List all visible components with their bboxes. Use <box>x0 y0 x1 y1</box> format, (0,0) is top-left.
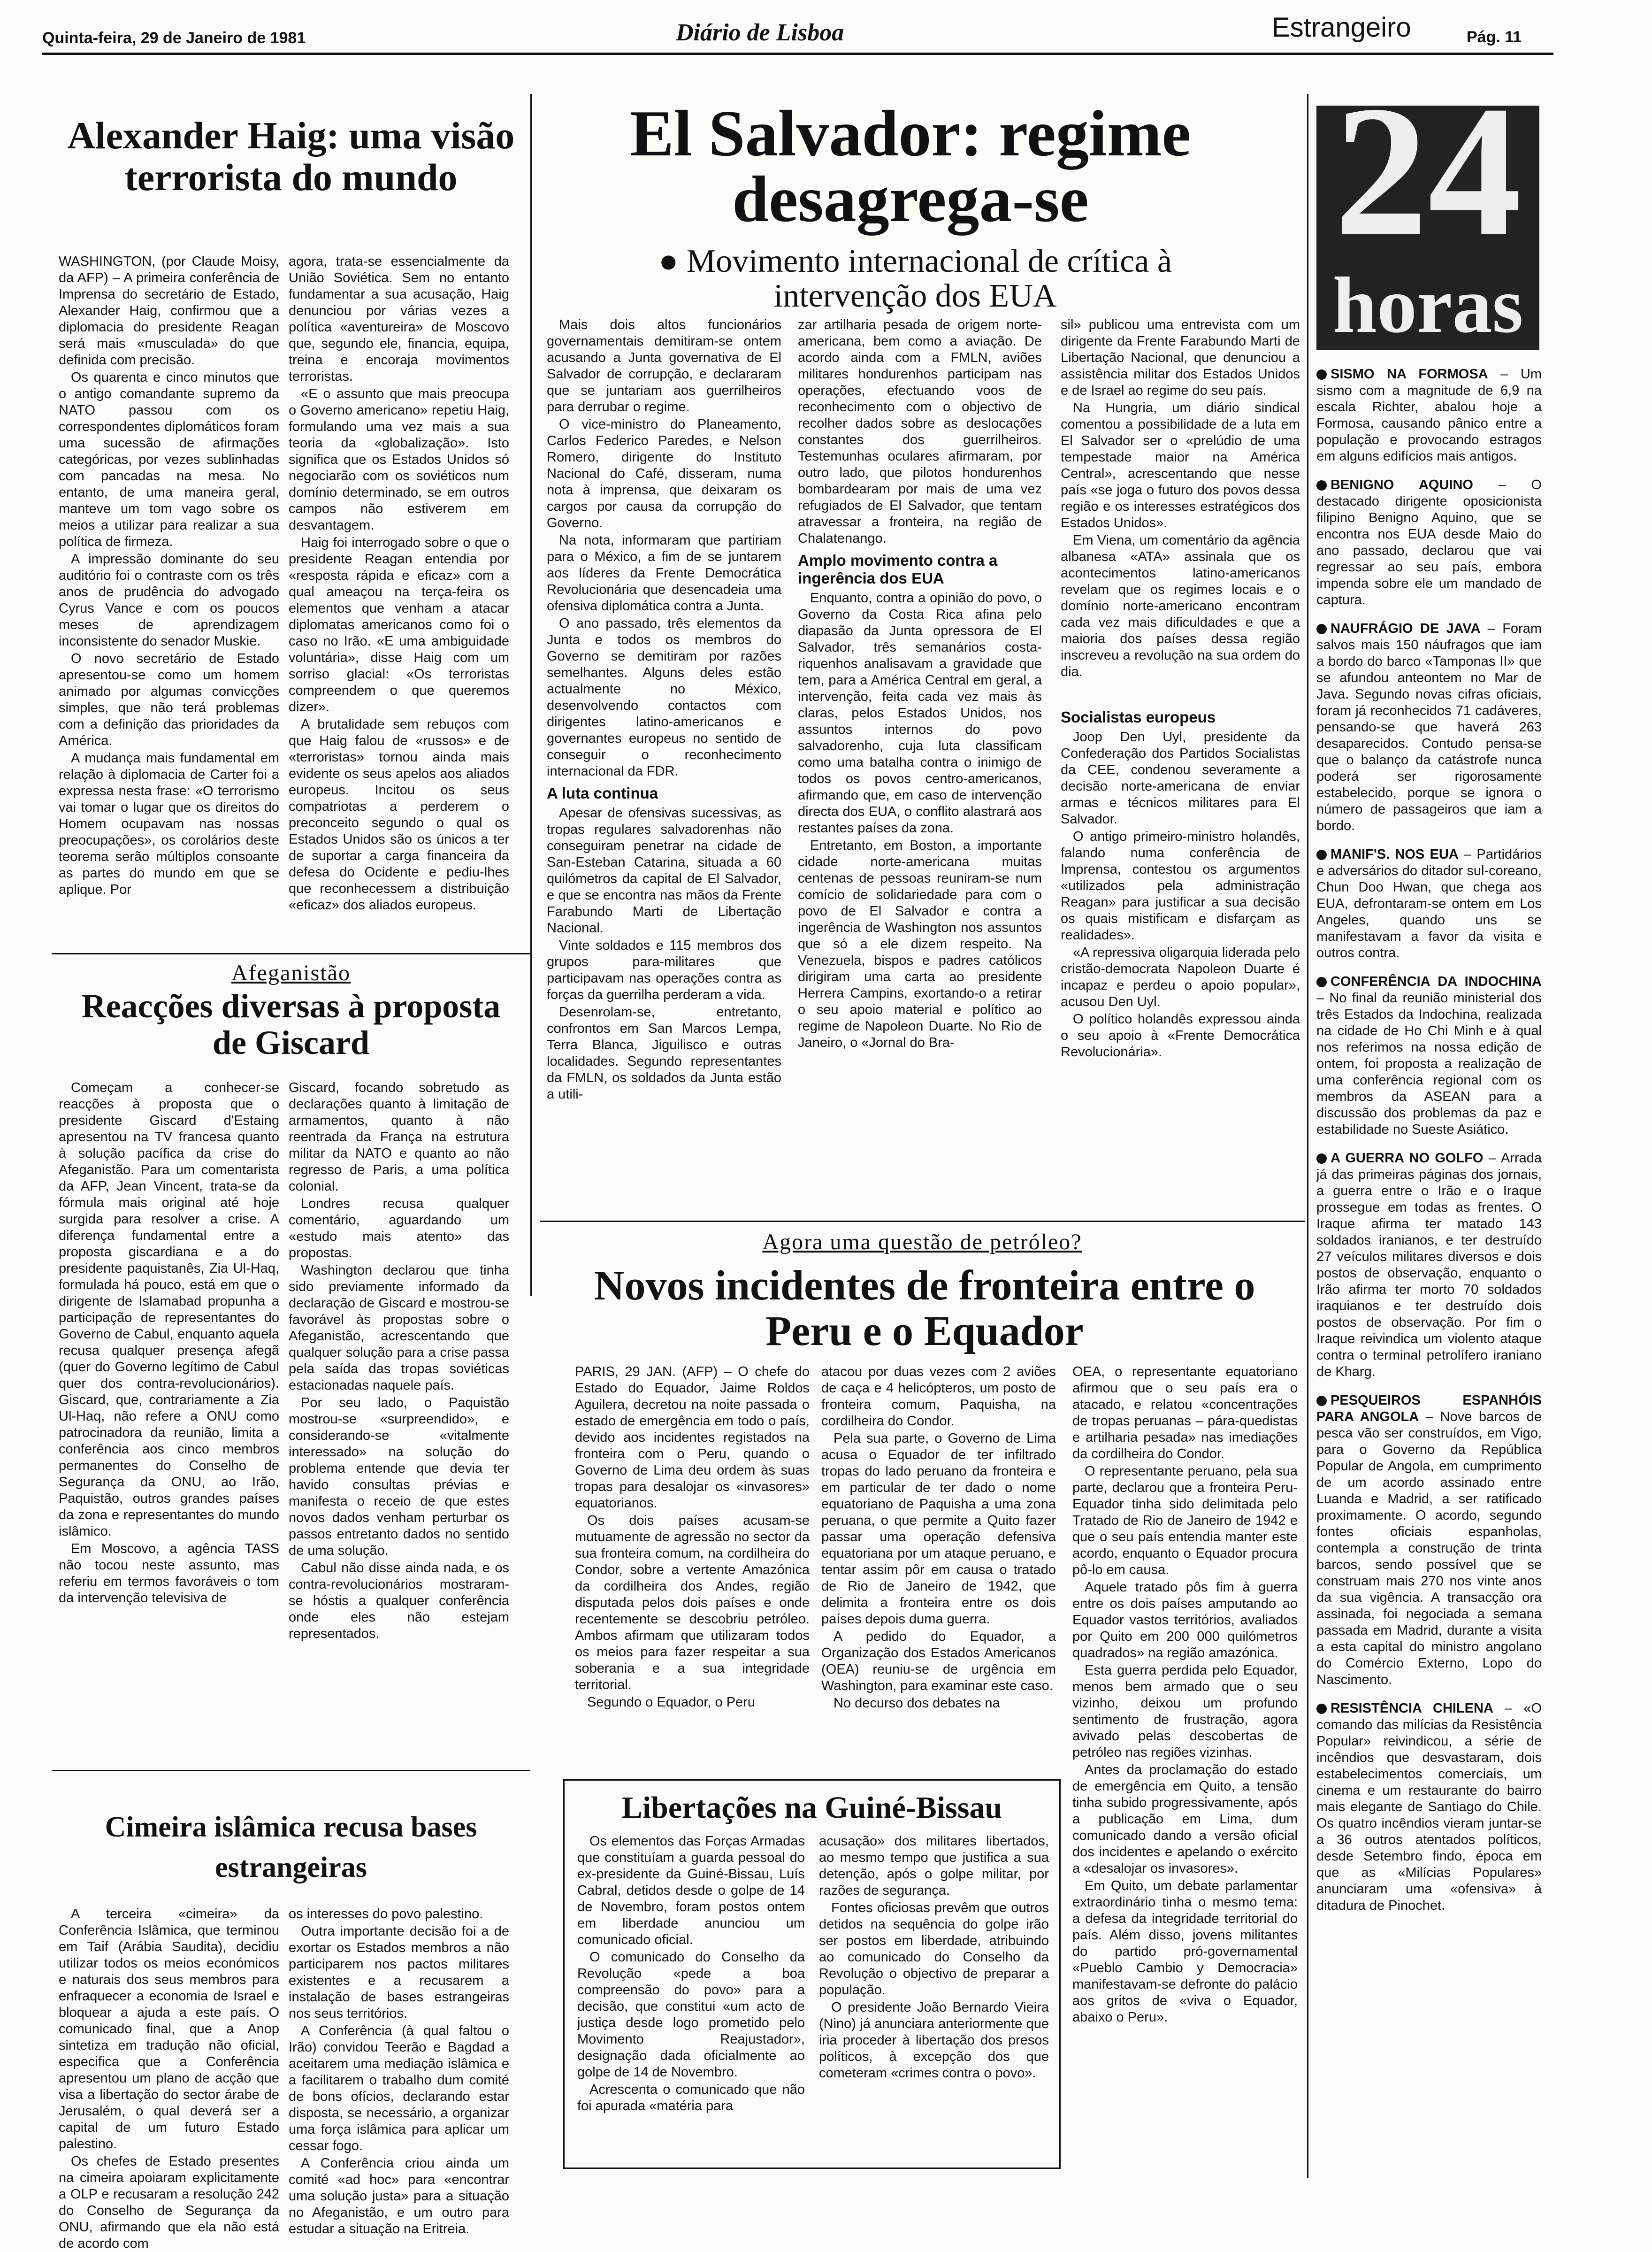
paragraph: O novo secretário de Estado apresentou-se como um homem animado por algumas convicções simples, que não terá problemas com a definição das prioridades da América. <box>59 651 279 748</box>
paragraph: Os elementos das Forças Armadas que constituíam a guarda pessoal do ex-presidente da Guiné-Bissau, Luís Cabral, detidos desde o golpe de 14 de Novembro, foram postos ontem em liberdade anunciou um comunicado oficial. <box>577 1834 805 1947</box>
afeg-tag: Afeganistão <box>231 961 351 985</box>
paragraph: zar artilharia pesada de origem norte-americana, bem como a aviação. De acordo ainda com a FMLN, aviões militares hondurenhos participam nas operações, efectuando voos de reconhecimento com o objectivo de recolher dados sobre as deslocações constantes dos guerrilheiros. Testemunhas oculares afirmaram, por outro lado, que pilotos hondurenhos bombardearam por mais de uma vez refugiados de El Salvador, que tentam atravessar a fronteira, na região de Chalatenango. <box>798 317 1042 546</box>
paragraph: os interesses do povo palestino. <box>289 1906 483 1922</box>
paragraph: «E o assunto que mais preocupa o Governo americano» repetiu Haig, formulando uma vez mais a sua teoria da «globalização». Isto significa que os Estados Unidos só negociarão com os soviéticos num domínio determinado, se em outros campos não estiverem em desvantagem. <box>289 386 509 533</box>
bullet-icon <box>1316 369 1327 380</box>
cimeira-column-1 <box>59 1906 279 2251</box>
paragraph: A impressão dominante do seu auditório foi o contraste com os três anos de prudência do advogado Cyrus Vance e com os poucos meses de aprendizagem inconsistente do senador Muskie. <box>59 552 279 649</box>
guine-title: Libertações na Guiné-Bissau <box>621 1791 1002 1825</box>
column-divider <box>1307 94 1308 2178</box>
paragraph: Aquele tratado pôs fim à guerra entre os dois países amputando ao Equador vastos territórios, avaliados por Quito em 200 000 quilómetros quadrados» na região amazónica. <box>1072 1580 1298 1660</box>
paragraph: A brutalidade sem rebuços com que Haig falou de «russos» e de «terroristas» tornou ainda mais evidente os seus apelos aos aliados europeus. Incitou os seus compatriotas a perderem o preconceito segundo o qual os Estados Unidos são os únicos a ter de suportar a carga financeira da defesa do Ocidente e pediu-lhes que reconhecessem a distribuição «eficaz» dos aliados europeus. <box>289 717 509 913</box>
paragraph: Acrescenta o comunicado que não foi apurada «matéria para <box>577 2082 805 2114</box>
paragraph: Haig foi interrogado sobre o que o presidente Reagan entendia por «resposta rápida e eficaz» com a qual ameaçou na terça-feira os elementos que venham a atacar diplomatas americanos como foi o caso no Irão. «E uma ambiguidade voluntária», disse Haig com um sorriso glacial: «Os terroristas compreendem o que queremos dizer». <box>289 535 509 715</box>
haig-title: Alexander Haig: uma visão terrorista do mundo <box>67 114 515 199</box>
guine-column-2 <box>819 1833 1049 2162</box>
bullet-icon <box>1316 1396 1327 1406</box>
paragraph: O presidente João Bernardo Vieira (Nino) já anunciara anteriormente que iria proceder à libertação dos presos políticos, à excepção dos que cometeram «crimes contra o povo». <box>819 2000 1049 2081</box>
section-name: Estrangeiro <box>1272 12 1411 43</box>
haig-column-1 <box>59 254 279 944</box>
cimeira-title: Cimeira islâmica recusa bases estrangeiras <box>105 1811 477 1883</box>
paragraph: Os dois países acusam-se mutuamente de agressão no sector da sua fronteira comum, na cordilheira do Condor, sobre a vertente Amazónica da cordilheira dos Andes, região disputada pelos dois países e onde recentemente se descobriu petróleo. Ambos afirmam que utilizaram todos os meios para fazer respeitar a sua soberania e a sua integridade territorial. <box>575 1513 810 1692</box>
paragraph: Enquanto, contra a opinião do povo, o Governo da Costa Rica afina pelo diapasão da Junta opressora de El Salvador, três semanários costa-riquenhos analisavam a gravidade que tem, para a América Central em geral, a intervenção, feita cada vez mais às claras, pelos Estados Unidos, nos assuntos internos do povo salvadorenho, cuja luta classificam como uma batalha contra o inimigo de todos os povos centro-americanos, afirmando que, em caso de intervenção directa dos EUA, o conflito alastrará aos restantes países da zona. <box>798 591 1042 836</box>
afeg-column-1 <box>59 1080 279 1760</box>
paragraph: Em Viena, um comentário da agência albanesa «ATA» assinala que os acontecimentos latino-americanos revelam que os regimes locais e o domínio norte-americano encontram cada vez mais dificuldades e que a maioria dos países dessa região inscreveu a revolução na sua ordem do dia. <box>1061 533 1300 679</box>
bullet-icon <box>1316 850 1327 860</box>
paragraph: Na nota, informaram que partiriam para o México, a fim de se juntarem aos líderes da Frente Democrática Revolucionária que desencadeia uma ofensiva diplomática contra a Junta. <box>547 533 781 614</box>
salvador-column-2 <box>798 317 1042 1218</box>
paragraph: WASHINGTON, (por Claude Moisy, da AFP) – A primeira conferência de Imprensa do secretário de Estado, Alexander Haig, confirmou que a diplomacia do presidente Reagan será mais «musculada» do que definida com precisão. <box>59 254 279 368</box>
paragraph: Londres recusa qualquer comentário, aguardando um «estudo mais atento» das propostas. <box>289 1196 509 1261</box>
paragraph: Apesar de ofensivas sucessivas, as tropas regulares salvadorenhas não conseguiram penetrar na cidade de San-Esteban Catarina, situada a 60 quilómetros da capital de El Salvador, e que se encontra nas mãos da Frente Farabundo Marti de Libertação Nacional. <box>547 806 781 936</box>
paragraph: Desenrolam-se, entretanto, confrontos em San Marcos Lempa, Terra Blanca, Jiguilisco e outras localidades. Segundo representantes da FMLN, os soldados da Junta estão a utili- <box>547 1005 781 1102</box>
header-rule <box>42 53 1553 55</box>
salvador-subtitle: ● Movimento internacional de crítica à intervenção dos EUA <box>658 243 1172 314</box>
paragraph: Joop Den Uyl, presidente da Confederação dos Partidos Socialistas da CEE, condenou severamente a decisão norte-americana de enviar armas e técnicos militares para El Salvador. <box>1061 730 1300 827</box>
paragraph: A Conferência criou ainda um comité «ad hoc» para «encontrar uma solução justa» para a situação no Afeganistão, e um outro para estudar a situação na Eritreia. <box>289 2156 509 2237</box>
news-item: PESQUEIROS ESPANHÓIS PARA ANGOLA – Nove barcos de pesca vão ser construídos, em Vigo, para o Governo da República Popular de Angola, em cumprimento de um acordo assinado entre Luanda e Madrid, a ser ratificado proximamente. O acordo, segundo fontes oficiais espanholas, contempla a construção de trinta barcos, sendo possível que se construam mais 270 nos vinte anos da sua vigência. A transacção ora assinada, foi negociada a semana passada em Madrid, durante a visita a esta capital do ministro angolano do Comércio Externo, Lopo do Nascimento. <box>1316 1393 1542 1687</box>
horas-news-list <box>1316 366 1542 2188</box>
paragraph: A pedido do Equador, a Organização dos Estados Americanos (OEA) reuniu-se de urgência em Washington, para examinar este caso. <box>821 1629 1056 1693</box>
news-item: NAUFRÁGIO DE JAVA – Foram salvos mais 150 náufragos que iam a bordo do barco «Tamponas II» que se afundou anteontem no Mar de Java. Segundo novas cifras oficiais, foram já reconhecidos 71 cadáveres, pensando-se que haverá 263 desaparecidos. Contudo pensa-se que o balanço da catástrofe nunca poderá ser rigorosamente estabelecido, porque se ignora o número de passageiros que iam a bordo. <box>1316 621 1542 833</box>
paragraph: atacou por duas vezes com 2 aviões de caça e 4 helicópteros, um posto de fronteira comum, Paquisha, na cordilheira do Condor. <box>821 1364 1056 1429</box>
news-item: SISMO NA FORMOSA – Um sismo com a magnitude de 6,9 na escala Richter, abalou hoje a Formosa, causando pânico entre a população e provocando estragos em alguns edifícios mais antigos. <box>1316 367 1542 464</box>
paragraph: O comunicado do Conselho da Revolução «pede a boa compreensão do povo» para a decisão, que constitui «um acto de justiça desde logo prometido pelo Movimento Reajustador», designação dada oficialmente ao golpe de 14 de Novembro. <box>577 1950 805 2080</box>
paragraph: A mudança mais fundamental em relação à diplomacia de Carter foi a expressa nesta frase: «O terrorismo vai tomar o lugar que os direitos do Homem ocupavam nas nossas preocupações», os corolários deste teorema serão múltiplos consoante as partes do mundo em que se aplique. Por <box>59 751 279 897</box>
bullet-icon <box>1316 480 1327 491</box>
bullet-icon <box>1316 624 1327 634</box>
paragraph: O vice-ministro do Planeamento, Carlos Federico Paredes, e Nelson Romero, dirigente do Instituto Nacional do Café, disseram, numa nota à imprensa, que deixaram os cargos por causa da corrupção do Governo. <box>547 417 781 530</box>
paragraph: O representante peruano, pela sua parte, declarou que a fronteira Peru-Equador tinha sido delimitada pelo Tratado de Rio de Janeiro de 1942 e que o seu país entendia manter este acordo, enquanto o Equador procura pô-lo em causa. <box>1072 1464 1298 1577</box>
bullet-icon <box>1316 1153 1327 1164</box>
paragraph: No decurso dos debates na <box>834 1696 1000 1711</box>
subheading: Socialistas europeus <box>1061 708 1216 726</box>
horas-number: 24 <box>1334 67 1522 275</box>
subheading: Amplo movimento contra a ingerência dos EUA <box>798 552 998 587</box>
paragraph: Os chefes de Estado presentes na cimeira apoiaram explicitamente a OLP e recusaram a resolução 242 do Conselho de Segurança da ONU, afirmando que ela não está de acordo com <box>59 2154 279 2251</box>
paragraph: Entretanto, em Boston, a importante cidade norte-americana muitas centenas de pessoas reuniram-se num comício de solidariedade para com o povo de El Salvador e contra a ingerência de Washington nos assuntos que só a ele dizem respeito. Na Venezuela, bispos e padres católicos dirigiram uma carta ao presidente Herrera Campins, exortando-o a retirar o seu apoio material e político ao regime de Napoleon Duarte. No Rio de Janeiro, o «Jornal do Bra- <box>798 838 1042 1050</box>
haig-column-2 <box>289 254 509 944</box>
paragraph: sil» publicou uma entrevista com um dirigente da Frente Farabundo Marti de Libertação Nacional, que denunciou a assistência militar dos Estados Unidos e de Israel ao regime do seu país. <box>1061 317 1300 398</box>
paragraph: Cabul não disse ainda nada, e os contra-revolucionários mostraram-se hóstis a qualquer conferência onde eles não estejam representados. <box>289 1560 509 1641</box>
issue-date: Quinta-feira, 29 de Janeiro de 1981 <box>42 29 306 47</box>
section-rule <box>540 1221 1305 1222</box>
paragraph: O político holandês expressou ainda o seu apoio à «Frente Democrática Revolucionária». <box>1061 1012 1300 1060</box>
news-item: A GUERRA NO GOLFO – Arrada já das primeiras páginas dos jornais, a guerra entre o Irão e o Iraque prossegue em todas as frentes. O Iraque afirma ter matado 143 soldados iranianos, e ter destruído 27 veículos militares diversos e dois postos de observação, enquanto o Irão afirma ter morto 70 soldados iraquianos e ter destruído dois postos de observação. Por fim o Iraque reivindica um violento ataque contra o terminal petrolífero iraniano de Kharg. <box>1316 1151 1542 1379</box>
news-item: RESISTÊNCIA CHILENA – «O comando das milícias da Resistência Popular» reivindicou, a série de incêndios que desvastaram, dois estabelecimentos comerciais, um cinema e um restaurante do bairro mais elegante de Santiago do Chile. Os quatro incêndios vieram juntar-se a 36 outros atentados políticos, desde Setembro findo, época em que as «Milícias Populares» anunciaram uma «ofensiva» à ditadura de Pinochet. <box>1316 1701 1542 1913</box>
paragraph: O antigo primeiro-ministro holandês, falando numa conferência de Imprensa, contestou os argumentos «utilizados pela administração Reagan» para justificar a sua decisão os quais mistificam e disfarçam as realidades». <box>1061 829 1300 943</box>
paragraph: Os quarenta e cinco minutos que o antigo comandante supremo da NATO passou com os correspondentes diplomáticos foram uma sucessão de afirmações categóricas, por vezes sublinhadas com pancadas na mesa. No entanto, de uma maneira geral, manteve um tom vago sobre os meios a utilizar para realizar a sua política de firmeza. <box>59 370 279 549</box>
paragraph: Pela sua parte, o Governo de Lima acusa o Equador de ter infiltrado tropas do lado peruano da fronteira e em particular de ter dado o nome equatoriano de Paquisha a uma zona peruana, o que permite a Quito fazer passar uma operação defensiva equatoriana por um ataque peruano, e tentar assim pôr em causa o tratado de Rio de Janeiro de 1942, que delimita a fronteira entre os dois países depois duma guerra. <box>821 1431 1056 1627</box>
afeg-title: Reacções diversas à proposta de Giscard <box>81 987 501 1061</box>
paragraph: PARIS, 29 JAN. (AFP) – O chefe do Estado do Equador, Jaime Roldos Aguilera, decretou na noite passada o estado de emergência em todo o país, devido aos incidentes registados na fronteira com o Peru, quando o Governo de Lima deu ordem às suas tropas para desalojar os «invasores» equatorianos. <box>575 1364 810 1511</box>
paragraph: A Conferência (à qual faltou o Irão) convidou Teerão e Bagdad a aceitarem uma mediação islâmica e a facilitarem o trabalho dum comité de bons ofícios, declarando estar disposta, se necessário, a organizar uma força islâmica para aplicar um cessar fogo. <box>289 2023 509 2153</box>
paragraph: A terceira «cimeira» da Conferência Islâmica, que terminou em Taif (Arábia Saudita), decidiu utilizar todos os meios económicos e naturais dos seus membros para enfraquecer a economia de Israel e bloquear a ajuda a este país. O comunicado final, que a Anop sintetiza em tradução não oficial, especifica que a Conferência apresentou um plano de acção que visa a libertação do sector árabe de Jerusalém, o qual deverá ser a capital de um futuro Estado palestino. <box>59 1906 279 2152</box>
paragraph: Washington declarou que tinha sido previamente informado da declaração de Giscard e mostrou-se favorável às propostas sobre o Afeganistão, acrescentando que qualquer solução para a crise passa pela saída das tropas soviéticas estacionadas naquele país. <box>289 1263 509 1393</box>
paragraph: «A repressiva oligarquia liderada pelo cristão-democrata Napoleon Duarte é incapaz e perdeu o apoio popular», acusou Den Uyl. <box>1061 945 1300 1009</box>
section-rule <box>52 953 530 954</box>
paragraph: acusação» dos militares libertados, ao mesmo tempo que justifica a sua detenção, após o golpe militar, por razões de segurança. <box>819 1834 1049 1898</box>
masthead: Diário de Lisboa <box>676 19 844 46</box>
salvador-title: El Salvador: regime desagrega-se <box>630 97 1191 236</box>
section-rule <box>52 1770 530 1771</box>
page-number: Pág. 11 <box>1467 28 1522 46</box>
peru-column-3 <box>1072 1364 1298 2162</box>
bullet-icon <box>1316 1704 1327 1714</box>
paragraph: Na Hungria, um diário sindical comentou a possibilidade de a luta em El Salvador ser o «prelúdio de uma tempestade maior na América Central», acrescentando que nesse país «se joga o futuro dos povos dessa região e os interesses estratégicos dos Estados Unidos». <box>1061 400 1300 530</box>
paragraph: Segundo o Equador, o Peru <box>587 1695 755 1710</box>
horas-word: horas <box>1332 261 1523 349</box>
paragraph: O ano passado, três elementos da Junta e todos os membros do Governo se demitiram por razões semelhantes. Alguns deles estão actualmente no México, desenvolvendo contactos com dirigentes latino-americanos e governantes europeus no sentido de conseguir o reconhecimento internacional da FDR. <box>547 616 781 779</box>
paragraph: Em Quito, um debate parlamentar extraordinário tinha o mesmo tema: a defesa da integridade territorial do país. Além disso, jovens militantes do partido pró-governamental «Pueblo Cambio y Democracia» manifestavam-se defronte do palácio aos gritos de «viva o Equador, abaixo o Peru». <box>1072 1878 1298 2025</box>
news-item: MANIF'S. NOS EUA – Partidários e adversários do ditador sul-coreano, Chun Doo Hwan, que chega aos EUA, defrontaram-se ontem em Los Angeles, quando uns se manifestavam a favor da visita e outros contra. <box>1316 847 1542 961</box>
column-divider <box>530 94 532 1296</box>
peru-column-2 <box>821 1364 1056 1772</box>
paragraph: Outra importante decisão foi a de exortar os Estados membros a não participarem nos pactos militares existentes e a recusarem a instalação de bases estrangeiras nos seus territórios. <box>289 1924 509 2021</box>
salvador-column-1 <box>547 317 781 1218</box>
paragraph: Fontes oficiosas prevêm que outros detidos na sequência do golpe irão ser postos em liberdade, atribuindo ao comunicado do Conselho da Revolução o objectivo de preparar a população. <box>819 1900 1049 1998</box>
peru-title: Novos incidentes de fronteira entre o Peru e o Equador <box>594 1262 1255 1355</box>
peru-column-1 <box>575 1364 810 1772</box>
peru-tag: Agora uma questão de petróleo? <box>762 1230 1082 1254</box>
cimeira-column-2 <box>289 1906 509 2237</box>
subheading: A luta continua <box>547 784 658 802</box>
paragraph: OEA, o representante equatoriano afirmou que o seu país era o atacado, e relatou «concentrações de tropas peruanas – pára-quedistas e artilharia pesada» nas imediações da cordilheira do Condor. <box>1072 1364 1298 1461</box>
bullet-icon <box>1316 977 1327 987</box>
news-item: BENIGNO AQUINO – O destacado dirigente oposicionista filipino Benigno Aquino, que se encontra nos EUA desde Maio do ano passado, declarou que vai regressar ao seu país, embora impenda sobre ele um mandado de captura. <box>1316 477 1542 607</box>
paragraph: agora, trata-se essencialmente da União Soviética. Sem no entanto fundamentar a sua acusação, Haig denunciou por várias vezes a política «aventureira» de Moscovo que, segundo ele, financia, equipa, treina e encoraja movimentos terroristas. <box>289 254 509 384</box>
salvador-column-3 <box>1061 317 1300 1218</box>
paragraph: Vinte soldados e 115 membros dos grupos para-militares que participavam nas operações contra as forças da guerrilha perderam a vida. <box>547 938 781 1002</box>
paragraph: Começam a conhecer-se reacções à proposta que o presidente Giscard d'Estaing apresentou na TV francesa quanto à solução pacífica da crise do Afeganistão. Para um comentarista da AFP, Jean Vincent, trata-se da fórmula mais original até hoje surgida para resolver a crise. A diferença fundamental entre a proposta giscardiana e a do presidente paquistanês, Zia Ul-Haq, formulada há pouco, está em que o dirigente de Islamabad propunha a participação de representantes do Governo de Cabul, enquanto aquela recusa qualquer presença afegã (quer do Governo legítimo de Cabul quer dos contra-revolucionários). Giscard, que, contrariamente a Zia Ul-Haq, não refere a ONU como patrocinadora da reunião, limita a conferência aos cinco membros permanentes do Conselho de Segurança da ONU, ao Irão, Paquistão, outros grandes países da zona e representantes do mundo islâmico. <box>59 1080 279 1539</box>
paragraph: Por seu lado, o Paquistão mostrou-se «surpreendido», e considerando-se «vitalmente interessado» na solução do problema entende que devia ter havido consultas prévias e manifesta o receio de que estes novos dados venham perturbar os passos entretanto dados no sentido de uma solução. <box>289 1395 509 1558</box>
paragraph: Mais dois altos funcionários governamentais demitiram-se ontem acusando a Junta governativa de El Salvador de corrupção, e declararam que se juntariam aos guerrilheiros para derrubar o regime. <box>547 317 781 415</box>
horas-banner <box>1316 67 1539 350</box>
news-item: CONFERÊNCIA DA INDOCHINA – No final da reunião ministerial dos três Estados da Indochina, realizada na cidade de Ho Chi Minh e à qual nos referimos na nossa edição de ontem, foi proposta a realização de uma conferência regional com os membros da ASEAN para a discussão dos problemas da paz e estabilidade no Sueste Asiático. <box>1316 974 1542 1137</box>
paragraph: Giscard, focando sobretudo as declarações quanto à limitação de armamentos, quanto à não reentrada da França na estrutura militar da NATO e quanto ao não regresso de Paris, a uma política colonial. <box>289 1080 509 1194</box>
afeg-column-2 <box>289 1080 509 1760</box>
paragraph: Antes da proclamação do estado de emergência em Quito, a tensão tinha subido progressivamente, após a publicação em Lima, dum comunicado dando a versão oficial dos incidentes e apelando o exército a «desalojar os invasores». <box>1072 1762 1298 1876</box>
paragraph: Em Moscovo, a agência TASS não tocou neste assunto, mas referiu em termos favoráveis o tom da intervenção televisiva de <box>59 1541 279 1606</box>
paragraph: Esta guerra perdida pelo Equador, menos bem armado que o seu vizinho, deixou um profundo sentimento de frustração, agora avivado pelas descobertas de petróleo nas regiões vizinhas. <box>1072 1663 1298 1760</box>
guine-column-1 <box>577 1833 805 2162</box>
